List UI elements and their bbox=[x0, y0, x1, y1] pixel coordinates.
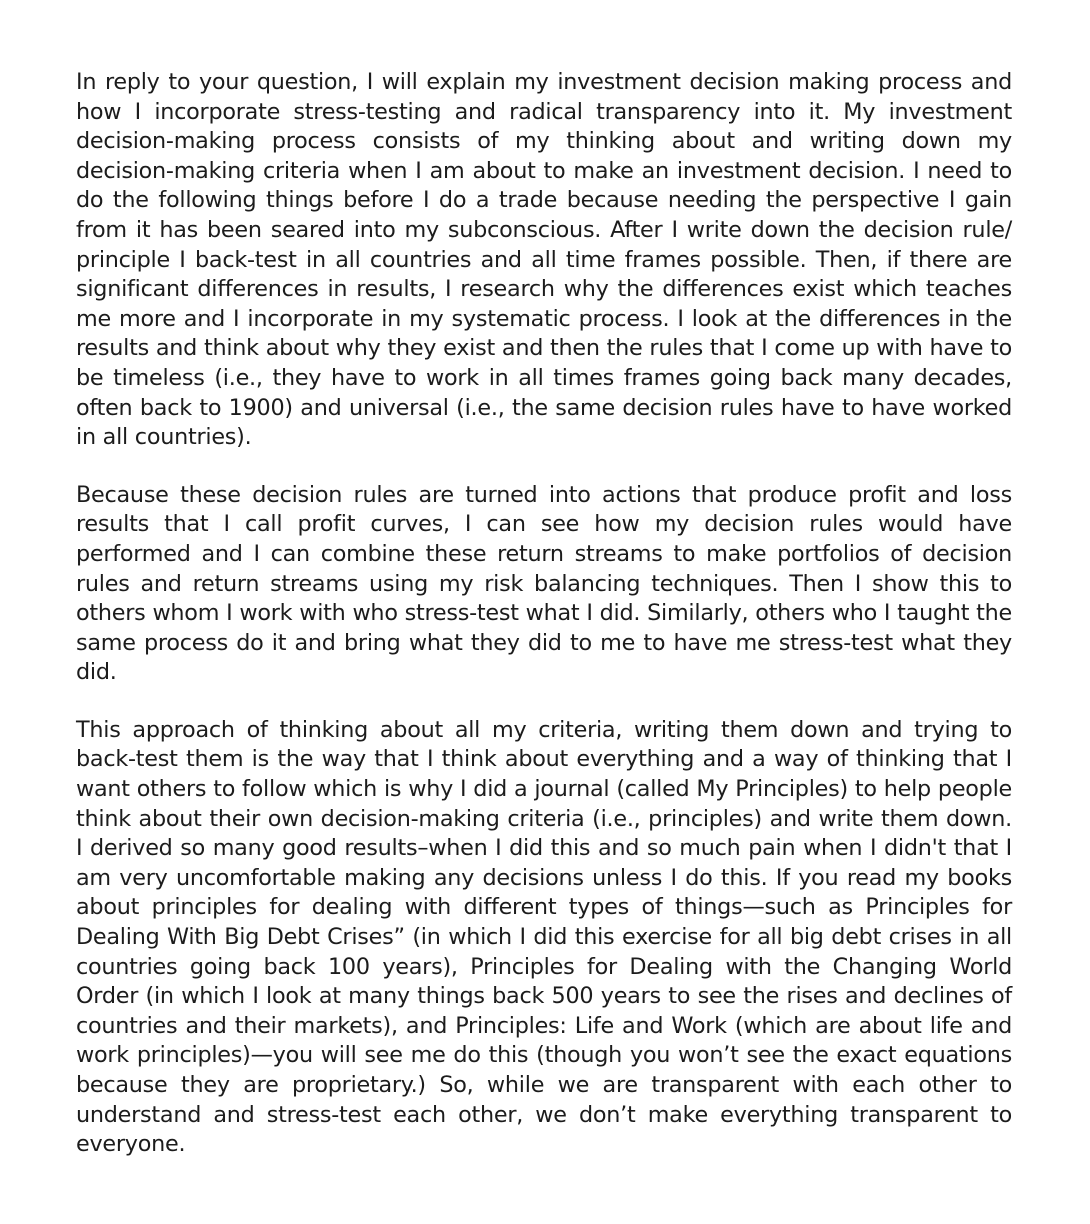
paragraph-2: Because these decision rules are turned into actions that produce profit and loss results that I call profit curves, I can see how my decision rules would have performed and I can combine these return streams to make portfolios of decision rules and return streams using my risk balancing techniques. Then I show this to others whom I work with who stress-test what I did. Similarly, others who I taught the same process do it and bring what they did to me to have me stress-test what they did. bbox=[76, 481, 1012, 686]
document-page bbox=[76, 68, 1012, 1188]
paragraph-3: This approach of thinking about all my criteria, writing them down and trying to back-test them is the way that I think about everything and a way of thinking that I want others to follow which is why I did a journal (called My Principles) to help people think about their own decision-making criteria (i.e., principles) and write them down. I derived so many good results–when I did this and so much pain when I didn't that I am very uncomfortable making any decisions unless I do this. If you read my books about principles for dealing with different types of things—such as Principles for Dealing With Big Debt Crises” (in which I did this exercise for all big debt crises in all countries going back 100 years), Principles for Dealing with the Changing World Order (in which I look at many things back 500 years to see the rises and declines of countries and their markets), and Principles: Life and Work (which are about life and work principles)—you will see me do this (though you won’t see the exact equations because they are proprietary.) So, while we are transparent with each other to understand and stress-test each other, we don’t make everything transparent to everyone. bbox=[76, 716, 1012, 1158]
paragraph-1-part-a: In reply to your question, I will explain my investment decision making process and how I incorporate stress-testing and radical transparency into it. My investment decision-making process consists of my thinking about and writing down my decision-making criteria when I am about to make an investment decision. I need to do the following things before I do a trade because needing the perspective I gain from it has been seared into my subconscious. After I write down the decision rule/ principle I back-test in all countries and all time frames possible. Then, if there are significant differences in results, I research why the differences exist which teaches me more and I incorporate in my systematic process. bbox=[76, 69, 1012, 332]
paragraph-1 bbox=[76, 68, 1012, 453]
paragraph-1-part-b: I look at the differences in the results and think about why they exist and then the rules that I come up with have to be timeless (i.e., they have to work in all times frames going back many decades, often back to 1900) and universal (i.e., the same decision rules have to have worked in all countries). bbox=[76, 305, 1012, 451]
